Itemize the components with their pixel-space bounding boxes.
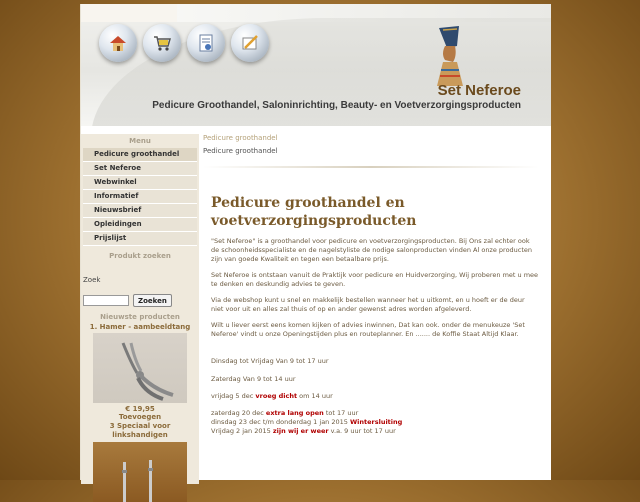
notice-text: dinsdag 23 dec t/m donderdag 1 jan 2015 — [211, 418, 350, 426]
page-subtitle: Pedicure groothandel — [203, 147, 278, 155]
opening-hours-saturday: Zaterdag Van 9 tot 14 uur — [211, 375, 296, 383]
product-name-link[interactable]: 1. Hamer - aambeeldtang — [89, 323, 191, 331]
product-image-tools[interactable] — [93, 442, 187, 502]
notice-text: zaterdag 20 dec — [211, 409, 266, 417]
notice-text: vrijdag 5 dec — [211, 392, 256, 400]
product-search-title: Produkt zoeken — [109, 252, 171, 260]
nefertiti-bust-logo — [433, 26, 467, 88]
notice-highlight: Wintersluiting — [349, 418, 403, 426]
intro-paragraph: "Set Neferoe" is a groothandel voor pedicure en voetverzorgingsproducten. Bij Ons zal echter ook de schoonheidsspecialiste en de nagelstyliste de nodige salonproducten vinden Al onze producten zijn van goede Kwaliteit en tegen een betaalbare prijs. — [211, 237, 533, 263]
search-label: Zoek — [83, 276, 101, 284]
cart-icon[interactable] — [143, 24, 181, 62]
document-glyph — [195, 32, 217, 54]
notice-winter-closing — [211, 418, 543, 426]
notice-highlight: extra lang open — [265, 409, 324, 417]
notice-reopen — [211, 427, 543, 435]
notice-late-open — [211, 409, 543, 417]
site-header — [81, 4, 551, 126]
notice-text: v.a. 9 uur tot 17 uur — [328, 427, 396, 435]
product-image-nipper[interactable] — [93, 333, 187, 403]
brand-tagline: Pedicure Groothandel, Saloninrichting, Beauty- en Voetverzorgingsproducten — [152, 100, 521, 111]
pencil-paper-glyph — [239, 32, 261, 54]
page-title: Pedicure groothandel en voetverzorgingsproducten — [211, 195, 417, 229]
sidebar-item-prijslijst[interactable]: Prijslijst — [83, 232, 197, 246]
sidebar-item-set-neferoe[interactable]: Set Neferoe — [83, 162, 197, 176]
webshop-paragraph: Via de webshop kunt u snel en makkelijk bestellen wanneer het u uitkomt, en u hoeft er de deur niet voor uit en alles zal thuis of op en ander gewenst adres worden afgeleverd. — [211, 296, 525, 313]
nipper-tool-graphic — [93, 333, 187, 403]
page-container — [80, 4, 551, 480]
divider — [203, 166, 539, 168]
brand-name: Set Neferoe — [437, 82, 521, 99]
tools-graphic — [93, 442, 187, 502]
origin-paragraph: Set Neferoe is ontstaan vanuit de Praktijk voor pedicure en Huidverzorging, Wij proberen met u mee te denken en deskundig advies te geven. — [211, 271, 539, 288]
search-input[interactable] — [83, 295, 129, 306]
sidebar-item-nieuwsbrief[interactable]: Nieuwsbrief — [83, 204, 197, 218]
notice-highlight: vroeg dicht — [255, 392, 298, 400]
sidebar-item-pedicure-groothandel[interactable]: Pedicure groothandel — [83, 148, 197, 162]
info-icon[interactable] — [187, 24, 225, 62]
newsletter-icon[interactable] — [231, 24, 269, 62]
sidebar-item-webwinkel[interactable]: Webwinkel — [83, 176, 197, 190]
home-icon[interactable] — [99, 24, 137, 62]
sidebar-item-informatief[interactable]: Informatief — [83, 190, 197, 204]
sidebar — [81, 134, 199, 484]
product-name-link-2[interactable]: 3 Speciaal voor linkshandigen — [109, 422, 171, 439]
notice-text: tot 17 uur — [323, 409, 359, 417]
search-button[interactable]: Zoeken — [133, 294, 172, 307]
header-notch — [81, 4, 177, 22]
breadcrumb[interactable]: Pedicure groothandel — [203, 134, 278, 142]
opening-hours-weekdays: Dinsdag tot Vrijdag Van 9 tot 17 uur — [211, 357, 329, 365]
product-price: € 19,95 — [125, 405, 155, 413]
search-row — [83, 294, 199, 307]
add-to-cart-link[interactable]: Toevoegen — [118, 413, 162, 421]
new-products-title: Nieuwste producten — [100, 313, 180, 321]
notice-text: Vrijdag 2 jan 2015 — [211, 427, 273, 435]
notice-text: om 14 uur — [297, 392, 333, 400]
sidebar-item-opleidingen[interactable]: Opleidingen — [83, 218, 197, 232]
menu-title: Menu — [129, 137, 151, 145]
house-glyph — [107, 32, 129, 54]
main-content — [203, 134, 543, 484]
cart-glyph — [151, 32, 173, 54]
visit-paragraph: Wilt u liever eerst eens komen kijken of advies inwinnen, Dat kan ook. onder de menukeuze 'Set Neferoe' vindt u onze Openingstijden plus en routeplanner. En ....... de Koffie Staat Altijd Klaar. — [211, 321, 525, 338]
notice-highlight: zijn wij er weer — [272, 427, 329, 435]
notice-early-close — [211, 392, 543, 400]
